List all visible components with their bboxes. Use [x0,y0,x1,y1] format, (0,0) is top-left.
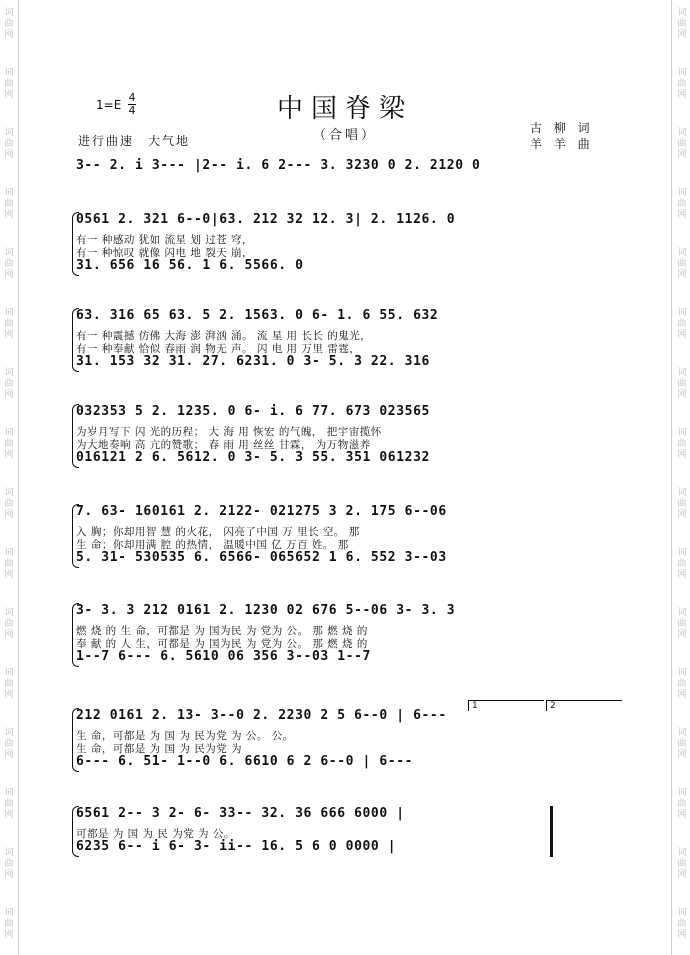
watermark-glyph: 词 [677,488,687,498]
watermark-glyph: 网 [677,210,687,220]
watermark-glyph: 曲 [677,379,687,389]
watermark-glyph: 网 [4,810,14,820]
watermark-glyph: 词 [677,68,687,78]
notation-line: 6561 2-- 3 2- 6- 33-- 32. 36 666 6000 | [76,806,405,821]
watermark-glyph: 网 [677,510,687,520]
watermark-glyph: 曲 [677,799,687,809]
watermark-glyph: 曲 [4,559,14,569]
watermark-glyph: 曲 [677,499,687,509]
notation-line: 6235 6-- i 6- 3- ii-- 16. 5 6 0 0000 | [76,839,397,854]
watermark-glyph: 网 [677,330,687,340]
watermark-mark [2,308,16,341]
watermark-glyph: 曲 [4,19,14,29]
score-system [76,212,616,278]
watermark-glyph: 词 [677,8,687,18]
watermark-mark [2,608,16,641]
watermark-glyph: 曲 [4,739,14,749]
watermark-glyph: 词 [4,848,14,858]
lyric-line: 有一 种奉献 恰似 春雨 润 物无 声。 闪 电 用 万里 雷霆， [76,343,361,355]
watermark-glyph: 词 [677,308,687,318]
watermark-mark [2,368,16,401]
watermark-glyph: 曲 [677,139,687,149]
watermark-glyph: 网 [677,630,687,640]
watermark-glyph: 网 [677,30,687,40]
watermark-glyph: 词 [4,128,14,138]
notation-line: 016121 2 6. 5612. 0 3- 5. 3 55. 351 061232 [76,450,430,465]
system-brace [72,308,79,372]
watermark-glyph: 曲 [4,439,14,449]
watermark-mark [675,788,689,821]
system-brace [72,404,79,468]
song-title: 中国脊梁 [276,94,413,124]
watermark-mark [675,668,689,701]
watermark-glyph: 曲 [677,19,687,29]
watermark-mark [675,308,689,341]
watermark-glyph: 曲 [677,739,687,749]
watermark-mark [2,908,16,941]
notation-line: 0561 2. 321 6--0|63. 212 32 12. 3| 2. 1126. 0 [76,212,456,227]
lyric-line: 有一 种感动 犹如 流星 划 过苍 穹， [76,234,254,246]
watermark-glyph: 曲 [4,619,14,629]
watermark-glyph: 词 [4,368,14,378]
watermark-glyph: 曲 [4,859,14,869]
watermark-glyph: 词 [677,788,687,798]
watermark-glyph: 词 [4,188,14,198]
notation-line: 7. 63- 160161 2. 2122- 021275 3 2. 175 6--06 [76,504,447,519]
score-system [76,806,616,859]
watermark-mark [2,248,16,281]
watermark-glyph: 词 [4,488,14,498]
lyric-line: 为大地奏响 高 亢的赞歌； 春 雨 用 丝丝 甘霖， 为万物滋养 [76,439,371,451]
lyric-line: 有一 种惊叹 就像 闪电 地 裂天 崩， [76,247,254,259]
watermark-glyph: 曲 [4,259,14,269]
watermark-mark [2,848,16,881]
watermark-mark [675,548,689,581]
watermark-mark [2,548,16,581]
watermark-glyph: 曲 [677,319,687,329]
watermark-glyph: 网 [677,690,687,700]
time-signature-bottom: 4 [128,104,136,117]
watermark-mark [675,248,689,281]
score-system [76,158,616,178]
watermark-glyph: 网 [4,90,14,100]
watermark-mark [2,788,16,821]
watermark-glyph: 词 [4,908,14,918]
lyric-line: 有一 种震撼 仿佛 大海 澎 湃汹 涌。 流 星 用 长长 的鬼光， [76,330,372,342]
watermark-glyph: 词 [4,308,14,318]
watermark-glyph: 网 [677,90,687,100]
watermark-glyph: 词 [677,248,687,258]
system-brace [72,708,79,772]
watermark-glyph: 曲 [677,559,687,569]
credits [530,120,594,152]
watermark-glyph: 曲 [4,499,14,509]
watermark-glyph: 词 [4,68,14,78]
watermark-glyph: 曲 [4,139,14,149]
watermark-glyph: 网 [4,390,14,400]
watermark-glyph: 曲 [677,199,687,209]
watermark-mark [2,428,16,461]
watermark-glyph: 网 [4,510,14,520]
watermark-glyph: 曲 [4,919,14,929]
time-signature-top: 4 [128,91,136,104]
notation-line: 6--- 6. 51- 1--0 6. 6610 6 2 6--0 | 6--- [76,754,414,769]
watermark-glyph: 曲 [677,859,687,869]
watermark-mark [675,908,689,941]
notation-line: 3- 3. 3 212 0161 2. 1230 02 676 5--06 3- 3. 3 [76,603,456,618]
watermark-glyph: 词 [4,608,14,618]
system-brace [72,504,79,568]
watermark-glyph: 曲 [677,619,687,629]
watermark-glyph: 网 [677,870,687,880]
song-subtitle: （合唱） [312,128,377,143]
watermark-glyph: 网 [4,750,14,760]
watermark-glyph: 网 [677,570,687,580]
watermark-glyph: 词 [677,368,687,378]
score-system [76,308,616,374]
watermark-mark [675,368,689,401]
watermark-glyph: 网 [677,750,687,760]
watermark-glyph: 曲 [677,679,687,689]
watermark-glyph: 曲 [4,379,14,389]
system-brace [72,806,79,857]
notation-line: 5. 31- 530535 6. 6566- 065652 1 6. 552 3--03 [76,550,447,565]
lyric-line: 可都是 为 国 为 民 为党 为 公。 [76,828,235,840]
watermark-glyph: 网 [677,390,687,400]
lyric-line: 生 命，可都是 为 国 为 民为党 为 [76,743,243,755]
watermark-glyph: 网 [4,570,14,580]
left-watermark-strip [0,0,19,955]
score-system [76,504,616,570]
lyric-line: 生 命；你却用满 腔 的热情， 温暖中国 亿 万百 姓。 那 [76,539,349,551]
watermark-glyph: 网 [677,930,687,940]
watermark-glyph: 词 [677,428,687,438]
watermark-glyph: 词 [4,788,14,798]
watermark-glyph: 曲 [677,439,687,449]
watermark-glyph: 网 [677,150,687,160]
notation-line: 31. 153 32 31. 27. 6231. 0 3- 5. 3 22. 316 [76,354,430,369]
watermark-glyph: 词 [4,548,14,558]
watermark-mark [2,728,16,761]
watermark-mark [2,668,16,701]
score-system [76,708,616,774]
watermark-mark [675,488,689,521]
watermark-glyph: 词 [677,188,687,198]
watermark-glyph: 词 [677,128,687,138]
watermark-glyph: 网 [677,810,687,820]
watermark-glyph: 曲 [4,199,14,209]
lyric-line: 入 胸；你却用智 慧 的火花， 闪亮了中国 万 里长 空。 那 [76,526,360,538]
watermark-glyph: 词 [677,728,687,738]
watermark-glyph: 网 [677,450,687,460]
notation-line: 31. 656 16 56. 1 6. 5566. 0 [76,258,304,273]
watermark-glyph: 网 [677,270,687,280]
first-ending-bracket: 1 [468,700,544,711]
watermark-glyph: 网 [4,330,14,340]
watermark-mark [675,608,689,641]
watermark-glyph: 词 [677,908,687,918]
watermark-glyph: 词 [4,428,14,438]
watermark-glyph: 词 [4,728,14,738]
watermark-mark [675,428,689,461]
final-barline [550,806,553,857]
watermark-glyph: 网 [4,450,14,460]
watermark-mark [2,8,16,41]
watermark-mark [675,848,689,881]
watermark-mark [2,188,16,221]
system-brace [72,212,79,276]
watermark-glyph: 网 [4,630,14,640]
key-signature: 1=E [96,98,122,112]
watermark-glyph: 词 [677,548,687,558]
watermark-mark [675,728,689,761]
watermark-mark [2,488,16,521]
watermark-glyph: 曲 [677,919,687,929]
watermark-glyph: 曲 [4,799,14,809]
notation-line: 1--7 6--- 6. 5610 06 356 3--03 1--7 [76,649,371,664]
watermark-glyph: 网 [4,210,14,220]
watermark-glyph: 词 [677,848,687,858]
watermark-glyph: 网 [4,270,14,280]
watermark-glyph: 网 [4,30,14,40]
right-watermark-strip [671,0,690,955]
watermark-glyph: 曲 [4,679,14,689]
composer-credit: 羊 羊 曲 [530,137,594,151]
watermark-glyph: 曲 [677,259,687,269]
watermark-glyph: 网 [4,690,14,700]
watermark-glyph: 网 [4,150,14,160]
score-system [76,603,616,669]
system-brace [72,603,79,667]
second-ending-bracket: 2 [546,700,622,711]
tempo-marking: 进行曲速 大气地 [78,134,191,148]
lyric-line: 燃 烧 的 生 命，可都是 为 国为民 为 党为 公。 那 燃 烧 的 [76,625,368,637]
lyricist-credit: 古 柳 词 [530,121,594,135]
watermark-mark [675,188,689,221]
watermark-glyph: 曲 [4,79,14,89]
watermark-glyph: 词 [677,668,687,678]
lyric-line: 生 命，可都是 为 国 为 民为党 为 公。 公。 [76,730,294,742]
time-signature [128,92,136,117]
watermark-glyph: 词 [4,8,14,18]
notation-line: 032353 5 2. 1235. 0 6- i. 6 77. 673 023565 [76,404,430,419]
watermark-mark [675,8,689,41]
watermark-glyph: 曲 [677,79,687,89]
score-system [76,404,616,470]
notation-line: 212 0161 2. 13- 3--0 2. 2230 2 5 6--0 | 6--- [76,708,447,723]
watermark-glyph: 曲 [4,319,14,329]
notation-line: 63. 316 65 63. 5 2. 1563. 0 6- 1. 6 55. 632 [76,308,439,323]
watermark-glyph: 词 [4,248,14,258]
watermark-glyph: 网 [4,930,14,940]
lyric-line: 奉 献 的 人 生，可都是 为 国为民 为 党为 公。 那 燃 烧 的 [76,638,368,650]
watermark-glyph: 词 [4,668,14,678]
notation-line: 3-- 2. i 3--- |2-- i. 6 2--- 3. 3230 0 2. 2120 0 [76,158,481,173]
watermark-glyph: 网 [4,870,14,880]
watermark-glyph: 词 [677,608,687,618]
lyric-line: 为岁月写下 闪 光的历程； 大 海 用 恢宏 的气魄， 把宇宙揽怀 [76,426,382,438]
